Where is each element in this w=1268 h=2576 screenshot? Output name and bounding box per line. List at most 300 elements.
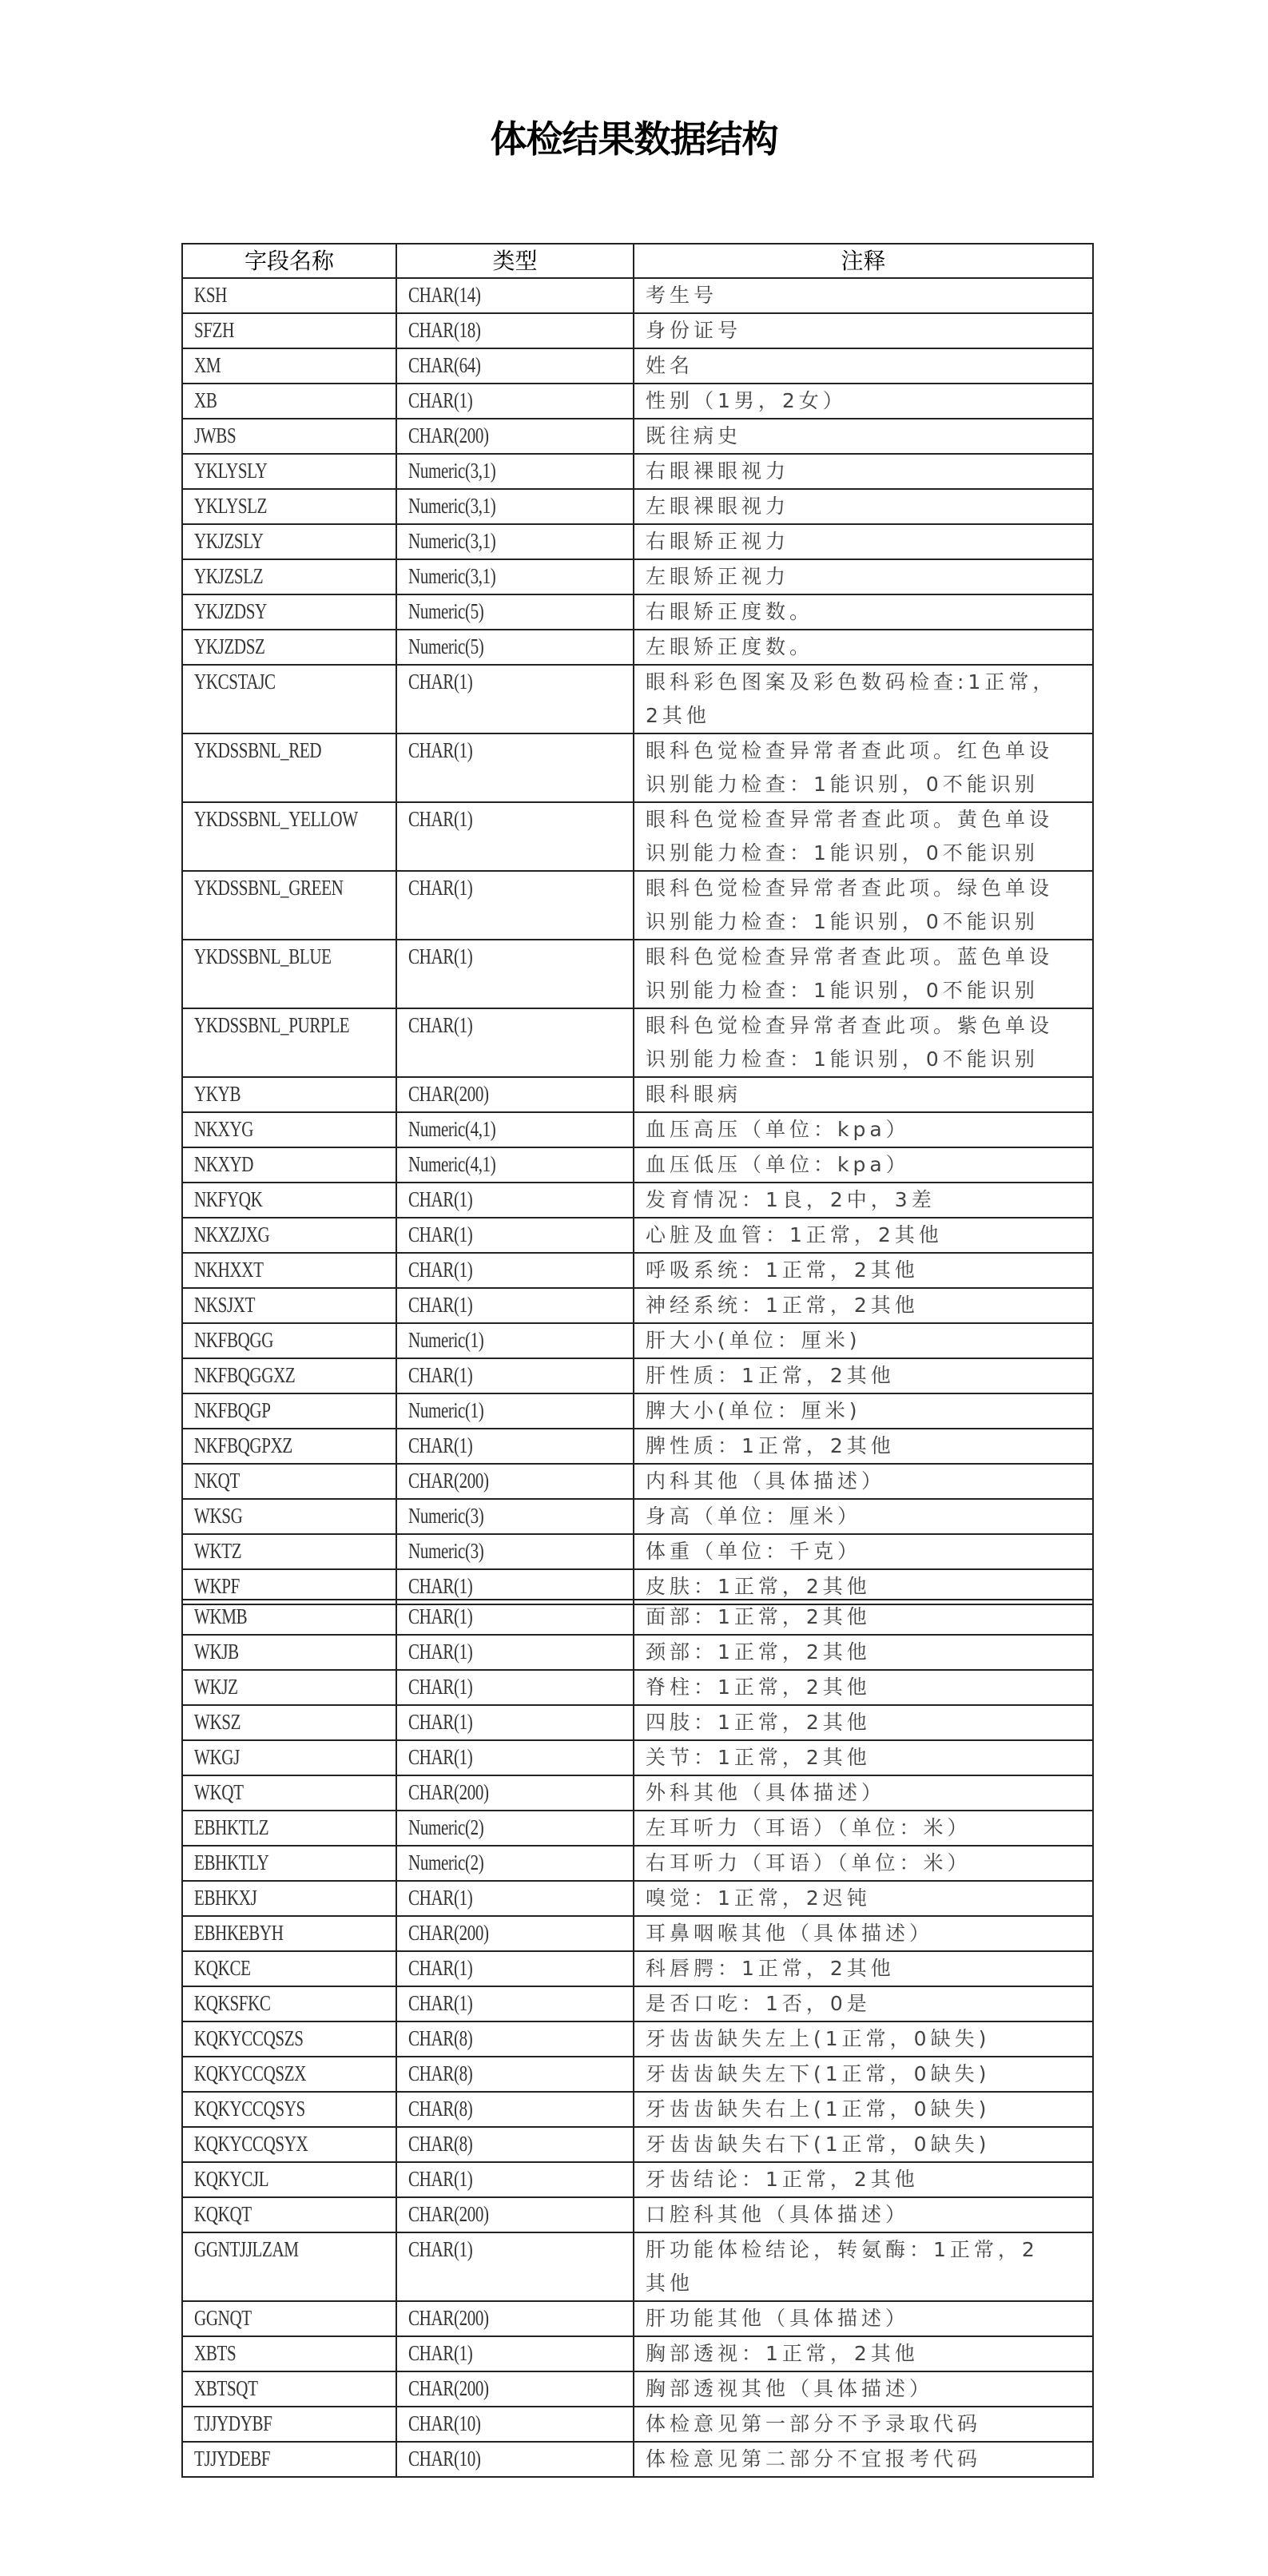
- field-type: CHAR(1): [408, 1222, 473, 1246]
- field-type-cell: [396, 1183, 634, 1218]
- field-name-cell: [182, 1951, 396, 1986]
- field-comment-line: 考生号: [646, 284, 718, 307]
- field-name: XM: [194, 353, 221, 377]
- field-type-cell: [396, 1147, 634, 1183]
- field-name-cell: [182, 1846, 396, 1881]
- field-comment-line: 身份证号: [646, 319, 742, 342]
- field-name: WKGJ: [194, 1745, 240, 1769]
- field-type-cell: [396, 1323, 634, 1358]
- field-type-cell: [396, 2127, 634, 2162]
- field-type-cell: [396, 348, 634, 384]
- table-row: [182, 313, 1093, 348]
- table-row: [182, 1534, 1093, 1569]
- field-name: WKQT: [194, 1780, 244, 1804]
- field-name-cell: [182, 1705, 396, 1740]
- field-comment-cell: [634, 630, 1093, 665]
- field-comment-line: 胸部透视其他（具体描述）: [646, 2377, 934, 2400]
- field-type-cell: [396, 1705, 634, 1740]
- field-type: CHAR(1): [408, 876, 473, 900]
- field-type: CHAR(1): [408, 388, 473, 412]
- field-comment-cell: [634, 1635, 1093, 1670]
- field-type: CHAR(1): [408, 738, 473, 762]
- field-name: NKHXXT: [194, 1258, 264, 1282]
- field-name-cell: [182, 1635, 396, 1670]
- field-type: CHAR(1): [408, 1363, 473, 1387]
- field-comment-line: 胸部透视：1正常，2其他: [646, 2342, 919, 2365]
- field-comment-cell: [634, 940, 1093, 1008]
- field-type: CHAR(1): [408, 1604, 473, 1628]
- table-row: [182, 489, 1093, 524]
- field-comment-cell: [634, 559, 1093, 594]
- field-comment-line: 肝功能体检结论，转氨酶：1正常，2: [646, 2238, 1039, 2261]
- field-type: Numeric(2): [408, 1851, 484, 1874]
- field-name-cell: [182, 1112, 396, 1147]
- field-comment-cell: [634, 1534, 1093, 1569]
- field-comment-line: 眼科彩色图案及彩色数码检查:1正常，: [646, 670, 1057, 694]
- field-name: GGNTJJLZAM: [194, 2237, 299, 2261]
- table-row: [182, 1147, 1093, 1183]
- table-row: [182, 1464, 1093, 1499]
- field-type-cell: [396, 1740, 634, 1775]
- field-name-cell: [182, 1183, 396, 1218]
- field-comment-line: 身高（单位：厘米）: [646, 1505, 862, 1528]
- field-type: CHAR(14): [408, 283, 481, 307]
- field-comment-line: 右眼矫正视力: [646, 530, 790, 553]
- field-name: NKFYQK: [194, 1187, 263, 1211]
- field-type-cell: [396, 1846, 634, 1881]
- field-type-cell: [396, 665, 634, 733]
- field-comment-cell: [634, 2197, 1093, 2232]
- field-name: XB: [194, 388, 217, 412]
- field-type-cell: [396, 1635, 634, 1670]
- field-comment-cell: [634, 594, 1093, 630]
- field-name-cell: [182, 2021, 396, 2057]
- table-row: [182, 384, 1093, 419]
- field-comment-cell: [634, 278, 1093, 313]
- field-name-cell: [182, 559, 396, 594]
- field-comment-cell: [634, 2301, 1093, 2336]
- field-name: WKSG: [194, 1504, 243, 1528]
- field-comment-line: 脾性质：1正常，2其他: [646, 1434, 895, 1457]
- table-row: [182, 524, 1093, 559]
- field-type: Numeric(5): [408, 634, 484, 658]
- field-type: CHAR(8): [408, 2026, 473, 2050]
- field-type: CHAR(200): [408, 2306, 489, 2330]
- field-comment-cell: [634, 1358, 1093, 1393]
- table-row: [182, 1775, 1093, 1811]
- field-type: CHAR(200): [408, 1780, 489, 1804]
- field-comment-line: 性别（1男，2女）: [646, 389, 847, 412]
- table-row: [182, 1218, 1093, 1253]
- field-name: KQKYCCQSZX: [194, 2061, 307, 2085]
- field-type: CHAR(1): [408, 1013, 473, 1037]
- field-name: YKJZSLZ: [194, 564, 264, 588]
- field-type-cell: [396, 1358, 634, 1393]
- field-comment-cell: [634, 1077, 1093, 1112]
- field-name: YKLYSLZ: [194, 494, 268, 518]
- field-comment-cell: [634, 2336, 1093, 2371]
- table-row: [182, 1429, 1093, 1464]
- table-row: [182, 1670, 1093, 1705]
- field-name: YKDSSBNL_BLUE: [194, 944, 332, 968]
- field-type-cell: [396, 2232, 634, 2301]
- field-name-cell: [182, 2057, 396, 2092]
- field-name-cell: [182, 1358, 396, 1393]
- field-name-cell: [182, 1008, 396, 1077]
- field-comment-line: 眼科色觉检查异常者查此项。绿色单设: [646, 877, 1054, 900]
- field-comment-line: 左眼裸眼视力: [646, 495, 790, 518]
- field-type-cell: [396, 2407, 634, 2442]
- field-comment-cell: [634, 1881, 1093, 1916]
- field-comment-line: 四肢：1正常，2其他: [646, 1711, 871, 1734]
- field-type-cell: [396, 1253, 634, 1288]
- table-row: [182, 1323, 1093, 1358]
- field-type: CHAR(1): [408, 1258, 473, 1282]
- data-structure-table-part-1: [181, 243, 1094, 1605]
- field-comment-cell: [634, 1740, 1093, 1775]
- field-type: Numeric(3): [408, 1504, 484, 1528]
- field-name-cell: [182, 1288, 396, 1323]
- field-comment-line: 2其他: [646, 704, 710, 727]
- field-type: CHAR(1): [408, 1956, 473, 1980]
- field-comment-line: 肝大小(单位：厘米): [646, 1329, 861, 1352]
- field-comment-cell: [634, 802, 1093, 871]
- field-name-cell: [182, 1253, 396, 1288]
- field-comment-line: 体重（单位：千克）: [646, 1540, 862, 1563]
- field-type-cell: [396, 1499, 634, 1534]
- field-comment-line: 既往病史: [646, 424, 742, 447]
- field-type: Numeric(3,1): [408, 564, 496, 588]
- field-type-cell: [396, 1811, 634, 1846]
- field-type: Numeric(5): [408, 599, 484, 623]
- field-comment-cell: [634, 384, 1093, 419]
- field-name: XBTS: [194, 2341, 237, 2365]
- field-type: Numeric(2): [408, 1815, 484, 1839]
- field-comment-line: 识别能力检查：1能识别，0不能识别: [646, 910, 1039, 933]
- table-row: [182, 2092, 1093, 2127]
- field-comment-cell: [634, 1499, 1093, 1534]
- field-comment-line: 左眼矫正度数。: [646, 635, 814, 658]
- field-type: CHAR(8): [408, 2097, 473, 2121]
- field-type-cell: [396, 1218, 634, 1253]
- field-comment-line: 左耳听力（耳语）（单位：米）: [646, 1816, 972, 1839]
- field-type-cell: [396, 2197, 634, 2232]
- field-type-cell: [396, 2371, 634, 2407]
- field-type: CHAR(1): [408, 670, 473, 694]
- field-name-cell: [182, 2442, 396, 2477]
- field-comment-cell: [634, 2127, 1093, 2162]
- header-comment: 注释: [634, 244, 1093, 278]
- field-comment-line: 体检意见第二部分不宜报考代码: [646, 2447, 982, 2471]
- field-type-cell: [396, 2301, 634, 2336]
- field-type-cell: [396, 524, 634, 559]
- field-type-cell: [396, 1881, 634, 1916]
- field-name-cell: [182, 1916, 396, 1951]
- field-name: XBTSQT: [194, 2376, 258, 2400]
- field-type: CHAR(200): [408, 1082, 489, 1106]
- field-name-cell: [182, 871, 396, 940]
- field-comment-cell: [634, 1218, 1093, 1253]
- field-name: KQKQT: [194, 2202, 252, 2226]
- field-name: YKJZDSZ: [194, 634, 265, 658]
- field-comment-cell: [634, 2021, 1093, 2057]
- field-name: NKFBQGG: [194, 1328, 274, 1352]
- field-comment-line: 眼科眼病: [646, 1083, 742, 1106]
- table-row: [182, 1112, 1093, 1147]
- field-name-cell: [182, 1881, 396, 1916]
- field-name: KQKYCCQSYX: [194, 2132, 308, 2156]
- field-comment-line: 右眼裸眼视力: [646, 459, 790, 483]
- field-name: KQKYCCQSYS: [194, 2097, 305, 2121]
- field-name: WKPF: [194, 1574, 240, 1598]
- field-comment-cell: [634, 454, 1093, 489]
- table-row: [182, 1916, 1093, 1951]
- table-row: [182, 871, 1093, 940]
- field-type-cell: [396, 1534, 634, 1569]
- header-field-name: 字段名称: [182, 244, 396, 278]
- field-type-cell: [396, 871, 634, 940]
- table-row: [182, 1600, 1093, 1635]
- field-comment-line: 脊柱：1正常，2其他: [646, 1676, 871, 1699]
- field-type: CHAR(1): [408, 1433, 473, 1457]
- field-type-cell: [396, 594, 634, 630]
- field-comment-cell: [634, 313, 1093, 348]
- table-row: [182, 1635, 1093, 1670]
- table-row: [182, 419, 1093, 454]
- field-type-cell: [396, 940, 634, 1008]
- field-comment-line: 识别能力检查：1能识别，0不能识别: [646, 979, 1039, 1002]
- field-type: CHAR(200): [408, 2202, 489, 2226]
- field-name-cell: [182, 2127, 396, 2162]
- field-type-cell: [396, 802, 634, 871]
- field-name-cell: [182, 1147, 396, 1183]
- field-comment-line: 嗅觉：1正常，2迟钝: [646, 1886, 871, 1910]
- field-comment-cell: [634, 419, 1093, 454]
- field-name: NKQT: [194, 1469, 240, 1493]
- field-comment-cell: [634, 871, 1093, 940]
- field-type: Numeric(1): [408, 1328, 484, 1352]
- field-comment-line: 发育情况：1良，2中，3差: [646, 1188, 936, 1211]
- field-comment-line: 脾大小(单位：厘米): [646, 1399, 861, 1422]
- field-comment-line: 神经系统：1正常，2其他: [646, 1294, 919, 1317]
- table-row: [182, 2162, 1093, 2197]
- field-name: YKDSSBNL_GREEN: [194, 876, 344, 900]
- field-comment-line: 识别能力检查：1能识别，0不能识别: [646, 1047, 1039, 1071]
- field-type: CHAR(1): [408, 807, 473, 831]
- field-comment-line: 肝功能其他（具体描述）: [646, 2307, 910, 2330]
- field-type-cell: [396, 1464, 634, 1499]
- table-row: [182, 2301, 1093, 2336]
- field-type-cell: [396, 384, 634, 419]
- table-row: [182, 594, 1093, 630]
- field-comment-cell: [634, 348, 1093, 384]
- field-comment-cell: [634, 1253, 1093, 1288]
- field-comment-line: 牙齿齿缺失左下(1正常，0缺失): [646, 2062, 991, 2085]
- field-name-cell: [182, 2162, 396, 2197]
- field-name: YKDSSBNL_YELLOW: [194, 807, 358, 831]
- table-row: [182, 1183, 1093, 1218]
- field-comment-line: 关节：1正常，2其他: [646, 1746, 871, 1769]
- field-comment-cell: [634, 1600, 1093, 1635]
- table-row: [182, 2371, 1093, 2407]
- field-type: Numeric(3,1): [408, 529, 496, 553]
- field-name-cell: [182, 2197, 396, 2232]
- field-comment-cell: [634, 1775, 1093, 1811]
- table-row: [182, 2127, 1093, 2162]
- field-name: WKJZ: [194, 1675, 238, 1699]
- field-name-cell: [182, 524, 396, 559]
- field-name: NKXYG: [194, 1117, 254, 1141]
- field-name: NKFBQGPXZ: [194, 1433, 292, 1457]
- field-name: EBHKEBYH: [194, 1921, 284, 1945]
- field-comment-cell: [634, 1846, 1093, 1881]
- field-comment-cell: [634, 1112, 1093, 1147]
- field-name-cell: [182, 384, 396, 419]
- field-comment-line: 右耳听力（耳语）（单位：米）: [646, 1851, 972, 1874]
- field-type-cell: [396, 2057, 634, 2092]
- table-row: [182, 559, 1093, 594]
- table-row: [182, 1008, 1093, 1077]
- field-name-cell: [182, 1740, 396, 1775]
- field-comment-line: 科唇腭：1正常，2其他: [646, 1957, 895, 1980]
- field-comment-cell: [634, 2407, 1093, 2442]
- field-name-cell: [182, 2407, 396, 2442]
- field-type: CHAR(64): [408, 353, 481, 377]
- field-type-cell: [396, 1393, 634, 1429]
- table-row: [182, 1811, 1093, 1846]
- field-comment-cell: [634, 1916, 1093, 1951]
- field-type-cell: [396, 419, 634, 454]
- field-comment-line: 血压低压（单位：kpa）: [646, 1153, 910, 1176]
- field-name-cell: [182, 733, 396, 802]
- field-name-cell: [182, 2092, 396, 2127]
- field-comment-line: 左眼矫正视力: [646, 565, 790, 588]
- field-comment-cell: [634, 1429, 1093, 1464]
- field-name-cell: [182, 1811, 396, 1846]
- field-name-cell: [182, 348, 396, 384]
- field-type-cell: [396, 278, 634, 313]
- field-type-cell: [396, 2336, 634, 2371]
- table-row: [182, 1358, 1093, 1393]
- field-comment-line: 血压高压（单位：kpa）: [646, 1118, 910, 1141]
- field-name: NKFBQGGXZ: [194, 1363, 296, 1387]
- field-comment-line: 呼吸系统：1正常，2其他: [646, 1258, 919, 1282]
- table-row: [182, 1253, 1093, 1288]
- field-comment-cell: [634, 2092, 1093, 2127]
- field-type-cell: [396, 1670, 634, 1705]
- field-name-cell: [182, 1600, 396, 1635]
- field-type: CHAR(1): [408, 1675, 473, 1699]
- field-name: NKSJXT: [194, 1293, 256, 1317]
- field-name: TJJYDYBF: [194, 2411, 272, 2435]
- field-type: CHAR(1): [408, 944, 473, 968]
- table-row: [182, 1951, 1093, 1986]
- field-comment-line: 右眼矫正度数。: [646, 600, 814, 623]
- table-row: [182, 2057, 1093, 2092]
- field-type-cell: [396, 1600, 634, 1635]
- table-row: [182, 1846, 1093, 1881]
- table-row: [182, 1881, 1093, 1916]
- field-comment-cell: [634, 1393, 1093, 1429]
- field-name: WKMB: [194, 1604, 248, 1628]
- field-type: CHAR(1): [408, 1574, 473, 1598]
- field-comment-cell: [634, 2057, 1093, 2092]
- field-comment-cell: [634, 1705, 1093, 1740]
- field-name-cell: [182, 313, 396, 348]
- field-type-cell: [396, 1986, 634, 2021]
- header-type: 类型: [396, 244, 634, 278]
- field-type: Numeric(4,1): [408, 1117, 496, 1141]
- field-name: KQKSFKC: [194, 1991, 271, 2015]
- field-type: CHAR(1): [408, 1293, 473, 1317]
- table-row: [182, 2336, 1093, 2371]
- field-type-cell: [396, 2021, 634, 2057]
- field-type-cell: [396, 1077, 634, 1112]
- field-name-cell: [182, 1499, 396, 1534]
- table-row: [182, 940, 1093, 1008]
- field-comment-line: 牙齿齿缺失左上(1正常，0缺失): [646, 2027, 991, 2050]
- field-name-cell: [182, 2301, 396, 2336]
- field-comment-line: 眼科色觉检查异常者查此项。红色单设: [646, 739, 1054, 762]
- field-type-cell: [396, 559, 634, 594]
- field-comment-line: 皮肤：1正常，2其他: [646, 1575, 871, 1598]
- field-name: YKCSTAJC: [194, 670, 276, 694]
- field-type-cell: [396, 630, 634, 665]
- field-type-cell: [396, 2162, 634, 2197]
- field-name-cell: [182, 1670, 396, 1705]
- field-type-cell: [396, 1429, 634, 1464]
- field-name-cell: [182, 454, 396, 489]
- field-name: KQKYCCQSZS: [194, 2026, 304, 2050]
- field-name-cell: [182, 1077, 396, 1112]
- field-type: CHAR(1): [408, 1886, 473, 1910]
- field-comment-line: 其他: [646, 2272, 694, 2295]
- table-row: [182, 2407, 1093, 2442]
- field-type-cell: [396, 1951, 634, 1986]
- field-type: CHAR(1): [408, 1710, 473, 1734]
- field-name-cell: [182, 2336, 396, 2371]
- field-name: WKSZ: [194, 1710, 241, 1734]
- field-comment-line: 耳鼻咽喉其他（具体描述）: [646, 1922, 934, 1945]
- field-name-cell: [182, 1429, 396, 1464]
- table-row: [182, 665, 1093, 733]
- field-name-cell: [182, 665, 396, 733]
- field-comment-cell: [634, 1811, 1093, 1846]
- field-comment-cell: [634, 1464, 1093, 1499]
- table-row: [182, 2197, 1093, 2232]
- field-name-cell: [182, 2232, 396, 2301]
- field-comment-line: 牙齿结论：1正常，2其他: [646, 2168, 919, 2191]
- field-name: YKJZSLY: [194, 529, 264, 553]
- field-type-cell: [396, 1008, 634, 1077]
- field-name: GGNQT: [194, 2306, 252, 2330]
- table-row: [182, 1705, 1093, 1740]
- field-comment-line: 牙齿齿缺失右上(1正常，0缺失): [646, 2097, 991, 2121]
- field-name: JWBS: [194, 423, 237, 447]
- table-row: [182, 1740, 1093, 1775]
- field-type-cell: [396, 1112, 634, 1147]
- field-name: YKJZDSY: [194, 599, 267, 623]
- field-comment-cell: [634, 2371, 1093, 2407]
- field-name-cell: [182, 594, 396, 630]
- field-name-cell: [182, 630, 396, 665]
- field-comment-line: 眼科色觉检查异常者查此项。蓝色单设: [646, 945, 1054, 968]
- field-comment-cell: [634, 524, 1093, 559]
- field-type: Numeric(1): [408, 1398, 484, 1422]
- table-row: [182, 278, 1093, 313]
- field-comment-cell: [634, 1670, 1093, 1705]
- field-type: Numeric(3,1): [408, 459, 496, 483]
